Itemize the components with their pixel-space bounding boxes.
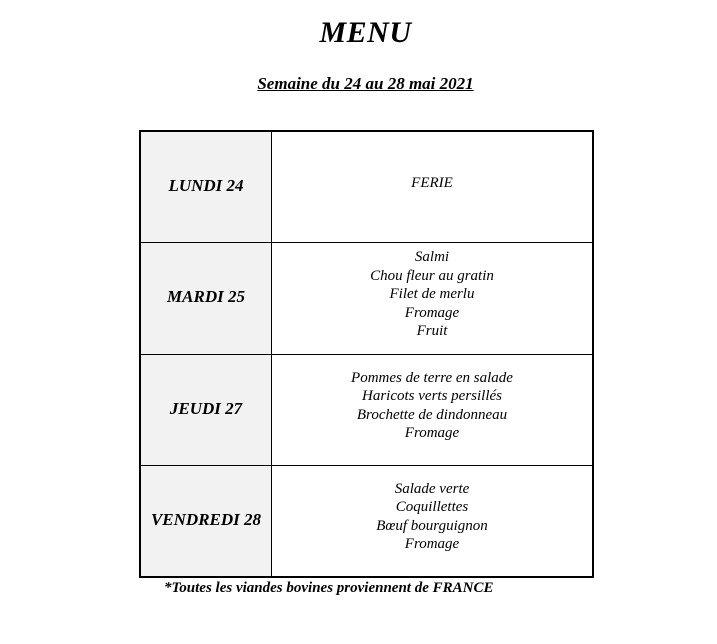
day-label: VENDREDI 28 (141, 466, 272, 576)
footnote: *Toutes les viandes bovines proviennent de FRANCE (164, 580, 494, 596)
dish-item: Chou fleur au gratin (370, 267, 494, 284)
dish-list (272, 243, 592, 353)
menu-row-vendredi (141, 465, 592, 576)
dish-item: Brochette de dindonneau (356, 406, 508, 423)
dish-item: Pommes de terre en salade (351, 369, 513, 386)
day-label: JEUDI 27 (141, 355, 272, 465)
dish-item: Bœuf bourguignon (376, 517, 488, 534)
dish-list (272, 466, 592, 576)
menu-row-mardi (141, 242, 592, 353)
dish-list (272, 132, 592, 242)
dish-item: FERIE (411, 174, 453, 191)
dish-item: Salade verte (394, 480, 470, 497)
page-title: MENU (319, 16, 412, 49)
dish-item: Salmi (414, 249, 450, 266)
dish-item: Fruit (416, 323, 448, 340)
dish-item: Fromage (404, 536, 460, 553)
dish-item: Fromage (404, 425, 460, 442)
day-label: LUNDI 24 (141, 132, 272, 242)
dish-item: Fromage (404, 304, 460, 321)
dish-list (272, 355, 592, 465)
day-label: MARDI 25 (141, 243, 272, 353)
menu-table (139, 130, 594, 578)
menu-row-jeudi (141, 354, 592, 465)
dish-item: Haricots verts persillés (362, 388, 502, 405)
dish-item: Coquillettes (395, 499, 469, 516)
dish-item: Filet de merlu (389, 286, 475, 303)
week-subtitle: Semaine du 24 au 28 mai 2021 (257, 74, 474, 93)
menu-row-lundi (141, 132, 592, 242)
